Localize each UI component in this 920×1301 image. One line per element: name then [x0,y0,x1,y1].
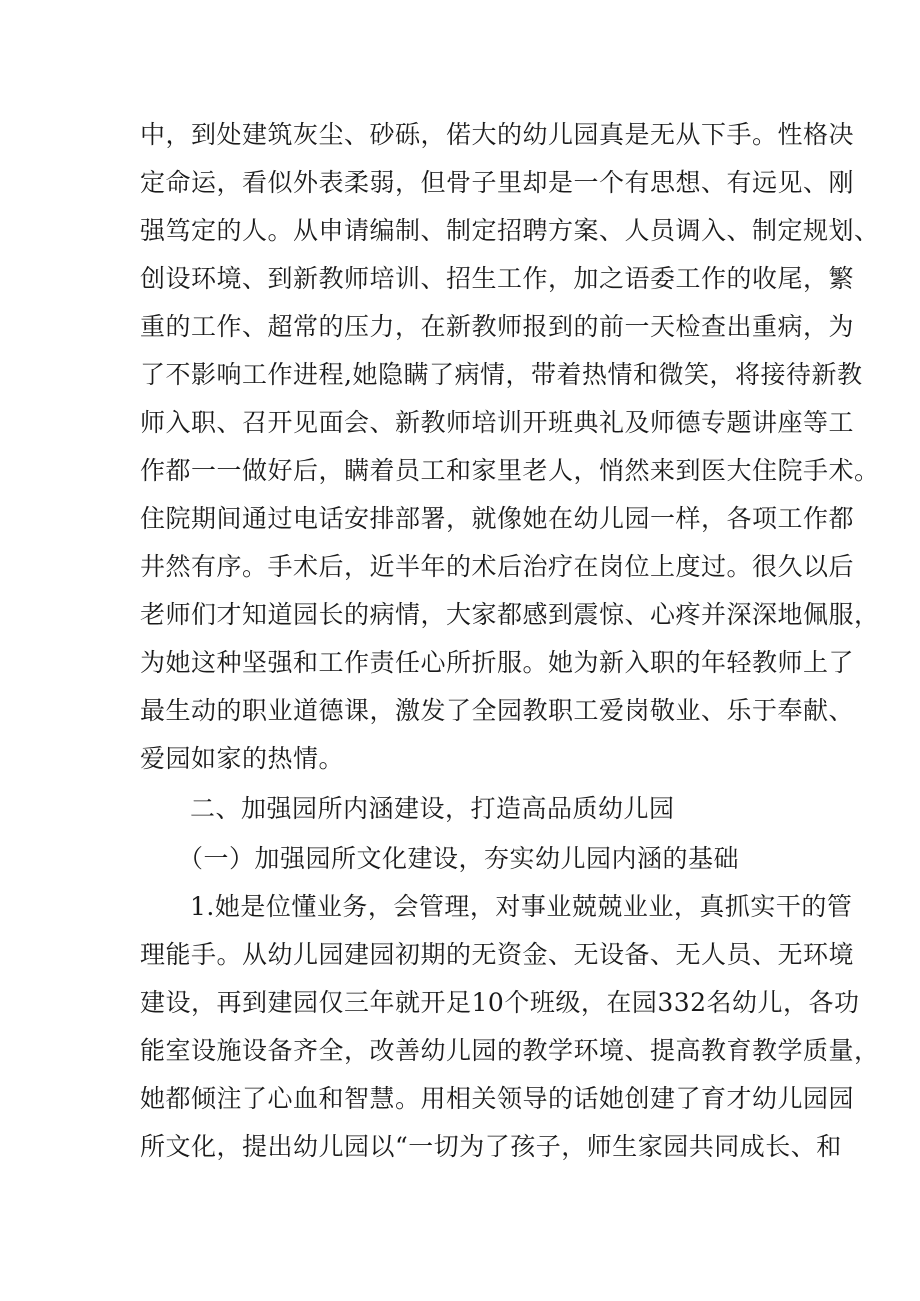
body-line: 作都一一做好后，瞒着员工和家里老人，悄然来到医大住院手术。 [140,456,880,485]
body-line: 创设环境、到新教师培训、招生工作，加之语委工作的收尾，繁 [140,264,855,293]
body-line: 了不影响工作进程,她隐瞒了病情，带着热情和微笑，将接待新教 [140,360,863,389]
body-line: 所文化，提出幼儿园以“一切为了孩子，师生家园共同成长、和 [140,1132,842,1161]
body-line: 爱园如家的热情。 [140,744,345,773]
body-line: 1.她是位懂业务，会管理，对事业兢兢业业，真抓实干的管 [190,892,853,921]
body-line: 为她这种坚强和工作责任心所折服。她为新入职的年轻教师上了 [140,648,855,677]
body-line: 理能手。从幼儿园建园初期的无资金、无设备、无人员、无环境 [140,940,855,969]
body-line: 强笃定的人。从申请编制、制定招聘方案、人员调入、制定规划、 [140,216,880,245]
body-line: 建设，再到建园仅三年就开足10个班级，在园332名幼儿，各功 [140,988,860,1017]
body-line: 她都倾注了心血和智慧。用相关领导的话她创建了育才幼儿园园 [140,1084,855,1113]
body-line: 最生动的职业道德课，激发了全园教职工爱岗敬业、乐于奉献、 [140,696,855,725]
body-line: 能室设施设备齐全，改善幼儿园的教学环境、提高教育教学质量， [140,1036,880,1065]
body-line: 定命运，看似外表柔弱，但骨子里却是一个有思想、有远见、刚 [140,168,855,197]
body-line: 重的工作、超常的压力，在新教师报到的前一天检查出重病，为 [140,312,855,341]
body-line: 住院期间通过电话安排部署，就像她在幼儿园一样，各项工作都 [140,504,855,533]
body-line: 中，到处建筑灰尘、砂砾，偌大的幼儿园真是无从下手。性格决 [140,120,855,149]
subsection-heading: （一）加强园所文化建设，夯实幼儿园内涵的基础 [178,844,740,873]
section-heading: 二、加强园所内涵建设，打造高品质幼儿园 [190,794,675,823]
body-line: 井然有序。手术后，近半年的术后治疗在岗位上度过。很久以后 [140,552,855,581]
body-line: 师入职、召开见面会、新教师培训开班典礼及师德专题讲座等工 [140,408,855,437]
body-line: 老师们才知道园长的病情，大家都感到震惊、心疼并深深地佩服， [140,600,880,629]
